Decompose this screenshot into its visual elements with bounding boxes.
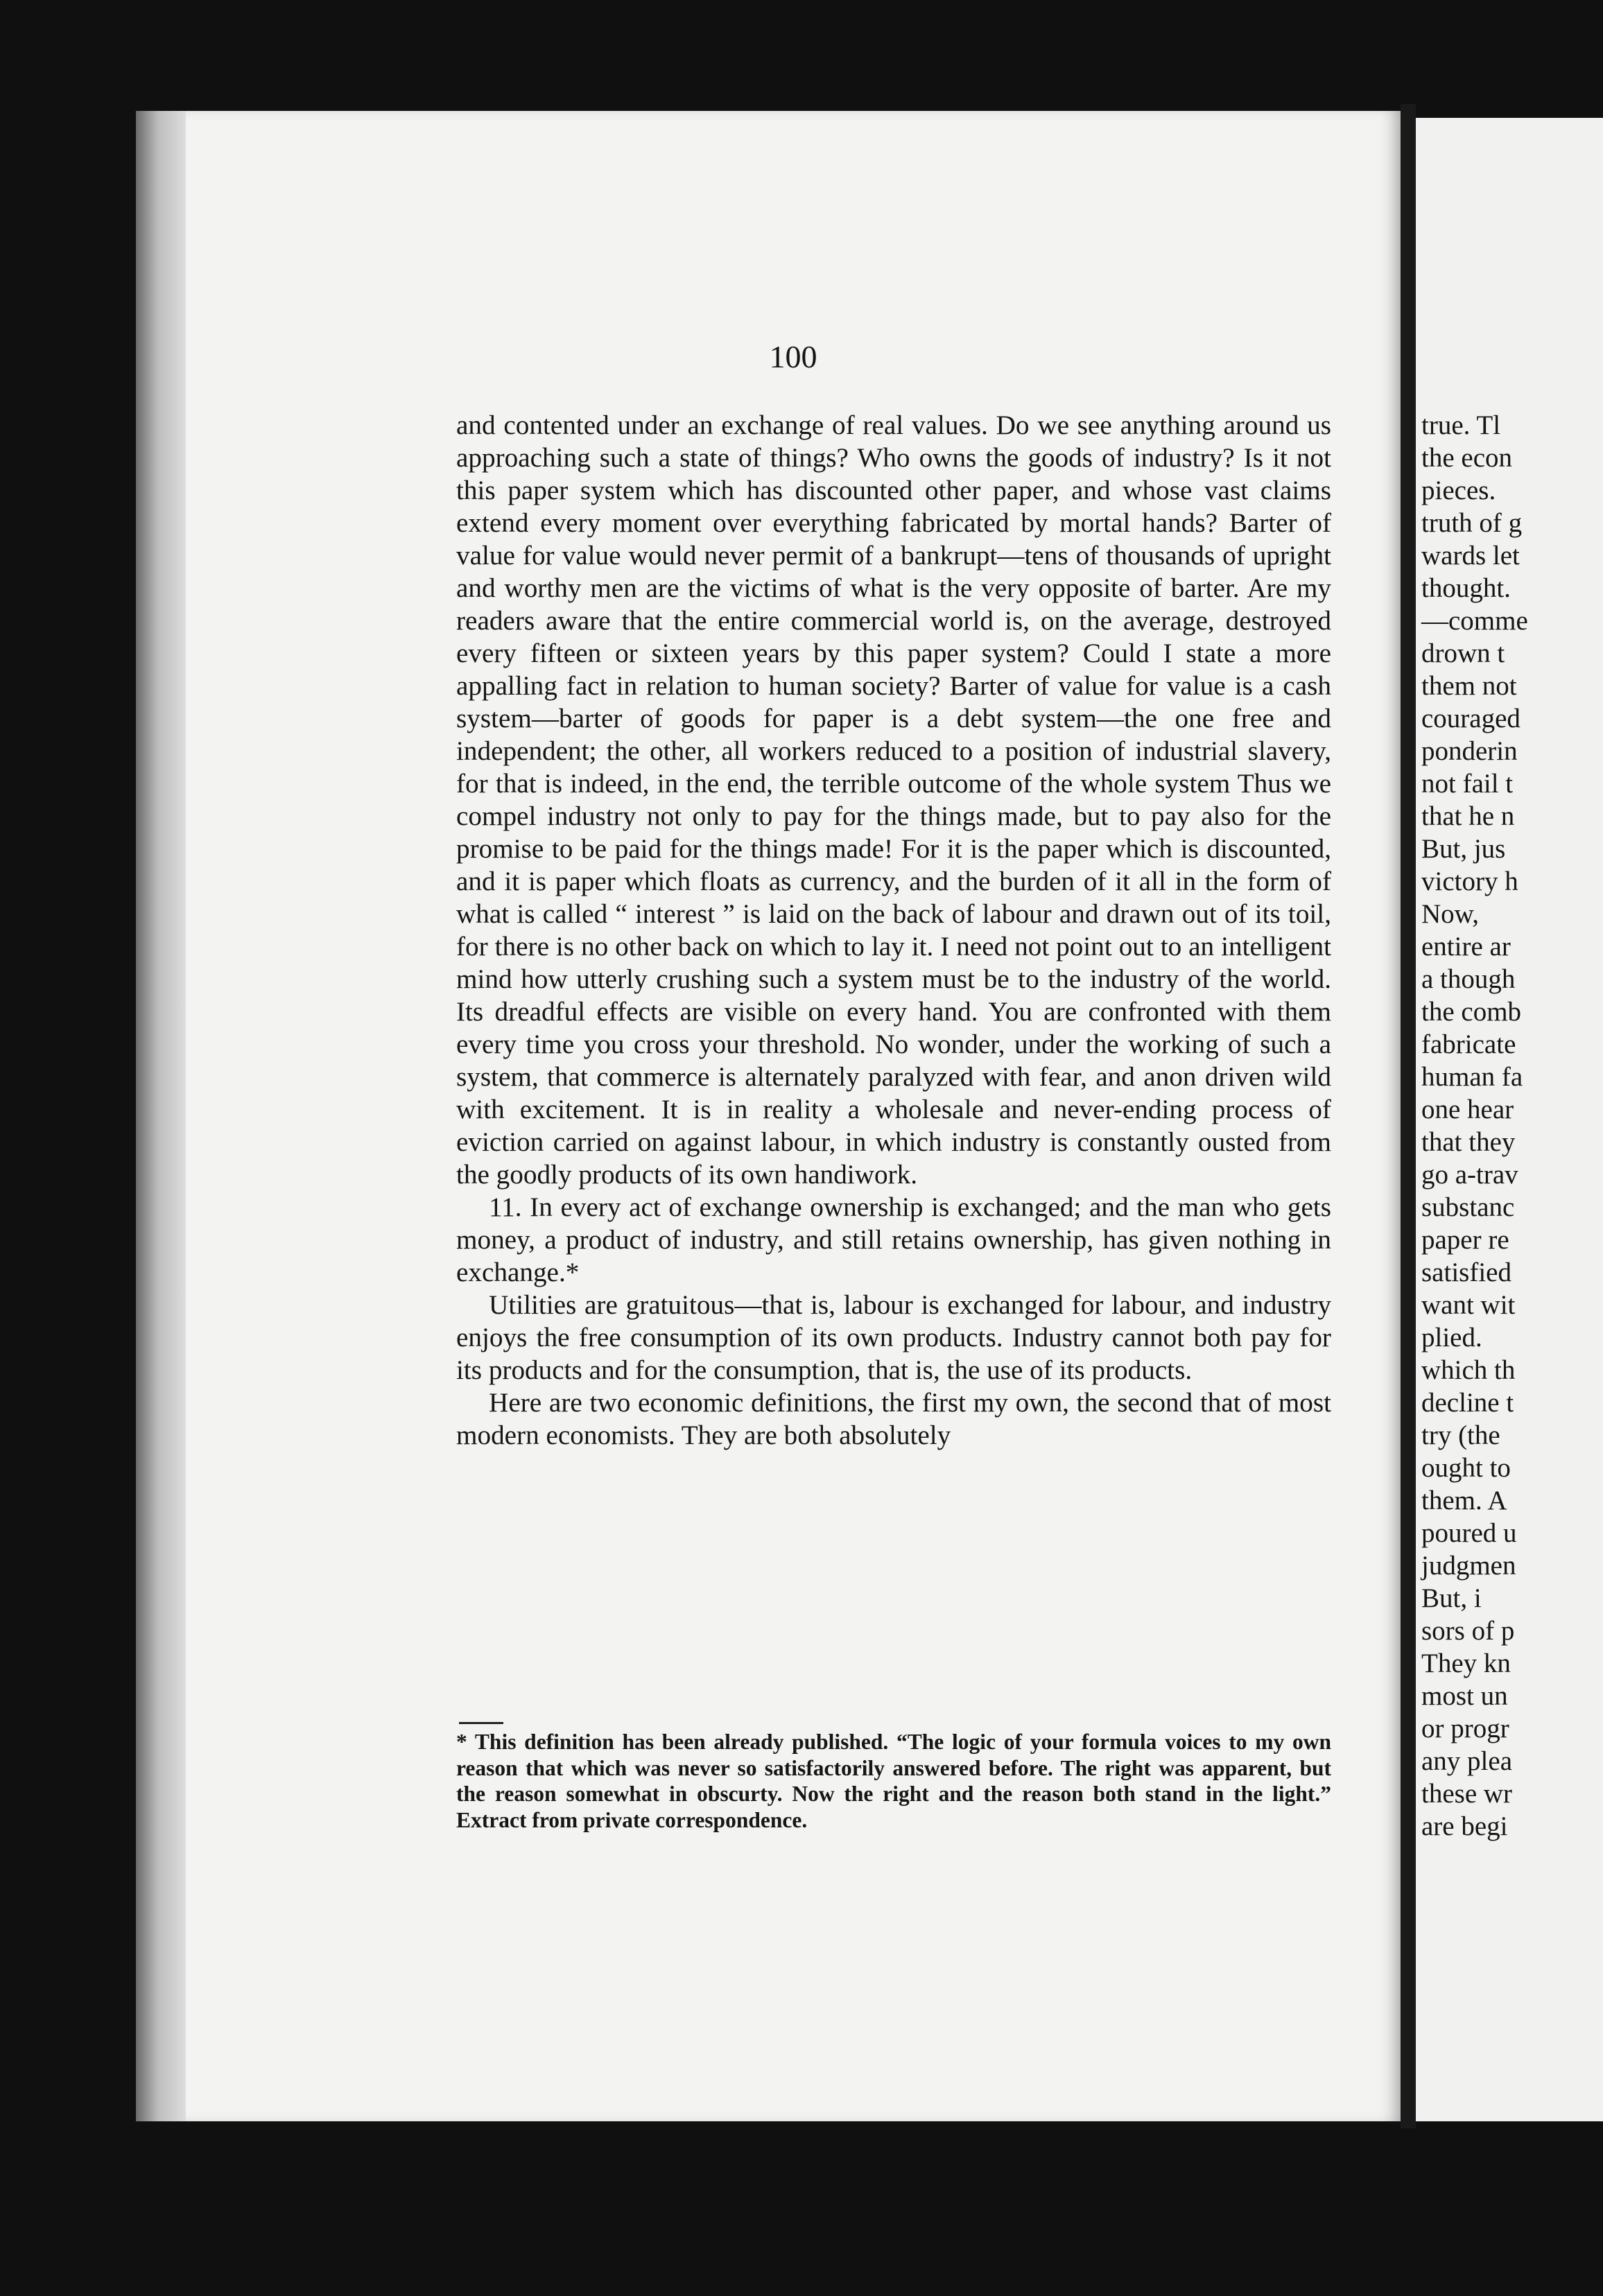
book-page-edges xyxy=(136,111,191,2121)
right-page-line: ought to xyxy=(1421,1453,1511,1483)
right-page-line: victory h xyxy=(1421,867,1518,896)
right-page-line: ponderin xyxy=(1421,736,1518,766)
right-page-line: that they xyxy=(1421,1127,1516,1157)
right-page-line: them not xyxy=(1421,671,1517,701)
right-page-line: —comme xyxy=(1421,606,1528,636)
right-page-line: not fail t xyxy=(1421,769,1514,799)
paragraph-2: 11. In every act of exchange ownership is exchanged; and the man who gets money, a product of industry, and still retains ownership, has given nothing in exchange.* xyxy=(456,1192,1331,1287)
right-page-line: They kn xyxy=(1421,1649,1511,1678)
right-page-line: one hear xyxy=(1421,1095,1514,1124)
right-page-line: pieces. xyxy=(1421,476,1496,505)
paragraph-3: Utilities are gratuitous—that is, labour is exchanged for labour, and industry enjoys the free consumption of its own products. Industry cannot both pay for its products and for the consumption, that is, the use of its products. xyxy=(456,1290,1331,1385)
right-page-line: judgmen xyxy=(1421,1551,1516,1581)
book-gutter xyxy=(1401,104,1416,2128)
right-page-text xyxy=(1421,409,1603,1843)
right-page-line: thought. xyxy=(1421,573,1511,603)
main-body-text xyxy=(456,409,1331,1452)
footnote-divider xyxy=(459,1722,503,1724)
right-page-line: or progr xyxy=(1421,1714,1509,1743)
right-page-line: the econ xyxy=(1421,443,1513,473)
right-page-line: the comb xyxy=(1421,997,1522,1027)
right-page-line: But, jus xyxy=(1421,834,1506,864)
right-page-line: decline t xyxy=(1421,1388,1514,1418)
paragraph-1: and contented under an exchange of real values. Do we see anything around us approaching such a state of things? Who owns the goods of industry? Is it not this paper system which has discounted other paper, and whose vast claims extend every moment over everything fabricated by mortal hands? Barter of value for value would never permit of a bankrupt—tens of thousands of upright and worthy men are the victims of what is the very opposite of barter. Are my readers aware that the entire commercial world is, on the average, destroyed every fifteen or sixteen years by this paper system? Could I state a more appalling fact in relation to human society? Barter of value for value is a cash system—barter of goods for paper is a debt system—the one free and independent; the other, all workers reduced to a position of industrial slavery, for that is indeed, in the end, the terrible outcome of the whole system Thus we compel industry not only to pay for the things made, but to pay also for the promise to be paid for the things made! For it is the paper which is discounted, and it is paper which floats as currency, and the burden of it all in the form of what is called “ interest ” is laid on the back of labour and drawn out of its toil, for there is no other back on which to lay it. I need not point out to an intelligent mind how utterly crushing such a system must be to the industry of the world. Its dreadful effects are visible on every hand. You are confronted with them every time you cross your threshold. No wonder, under the working of such a system, that commerce is alternately paralyzed with fear, and anon driven wild with excitement. It is in reality a wholesale and never-ending process of eviction carried on against labour, in which industry is constantly ousted from the goodly products of its own handiwork. xyxy=(456,410,1331,1190)
paragraph-4: Here are two economic definitions, the first my own, the second that of most modern economists. They are both absolutely xyxy=(456,1388,1331,1450)
right-page-partial xyxy=(1416,118,1603,2121)
right-page-line: truth of g xyxy=(1421,508,1523,538)
right-page-line: go a-trav xyxy=(1421,1160,1518,1190)
right-page-line: drown t xyxy=(1421,638,1505,668)
right-page-line: which th xyxy=(1421,1355,1516,1385)
right-page-line: poured u xyxy=(1421,1518,1517,1548)
right-page-line: sors of p xyxy=(1421,1616,1515,1646)
right-page-line: couraged xyxy=(1421,704,1520,733)
right-page-line: try (the xyxy=(1421,1420,1500,1450)
right-page-line: wards let xyxy=(1421,541,1520,571)
right-page-line: human fa xyxy=(1421,1062,1523,1092)
right-page-line: But, i xyxy=(1421,1583,1482,1613)
right-page-line: fabricate xyxy=(1421,1029,1516,1059)
right-page-line: them. A xyxy=(1421,1486,1507,1515)
right-page-line: are begi xyxy=(1421,1811,1508,1841)
footnote: * This definition has been already published. “The logic of your formula voices to my own reason that which was never so satisfactorily answered before. The right was apparent, but the reason somewhat in obscurty. Now the right and the reason both stand in the light.” Extract from private correspondence. xyxy=(456,1730,1331,1832)
right-page-line: want wit xyxy=(1421,1290,1516,1320)
right-page-line: satisfied xyxy=(1421,1258,1511,1287)
right-page-line: any plea xyxy=(1421,1746,1513,1776)
right-page-line: most un xyxy=(1421,1681,1508,1711)
right-page-line: that he n xyxy=(1421,801,1515,831)
right-page-line: entire ar xyxy=(1421,932,1511,962)
right-page-line: these wr xyxy=(1421,1779,1513,1809)
page-number: 100 xyxy=(769,339,817,374)
right-page-line: Now, xyxy=(1421,899,1480,929)
right-page-line: a though xyxy=(1421,964,1516,994)
right-page-line: true. Tl xyxy=(1421,410,1501,440)
right-page-line: plied. xyxy=(1421,1323,1482,1353)
right-page-line: substanc xyxy=(1421,1192,1515,1222)
right-page-line: paper re xyxy=(1421,1225,1509,1255)
